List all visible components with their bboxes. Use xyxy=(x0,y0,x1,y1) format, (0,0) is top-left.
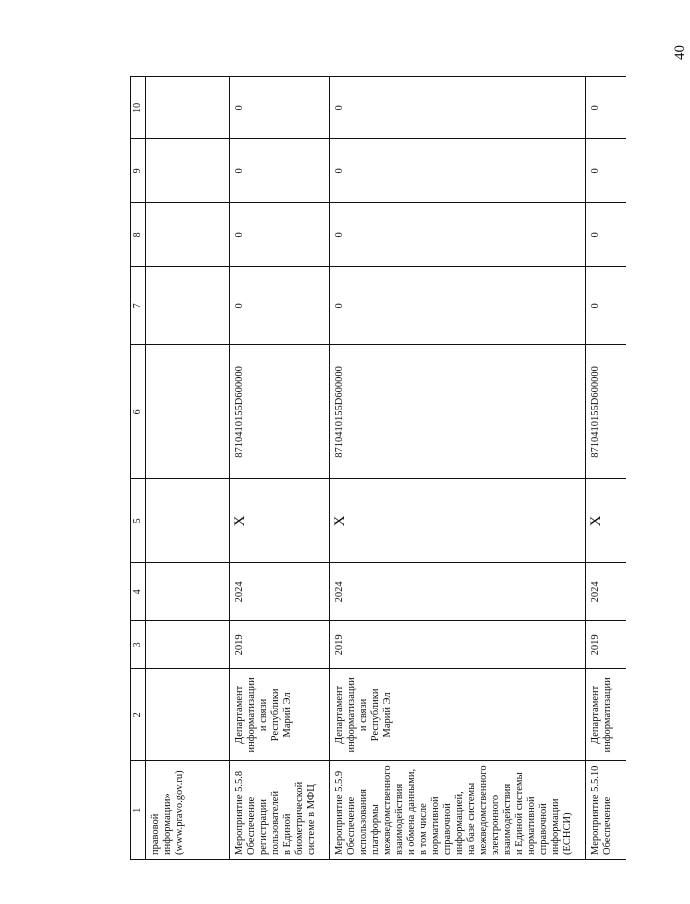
table-row xyxy=(230,77,330,860)
col-header: 7 xyxy=(131,267,146,345)
value-cell: 0 xyxy=(230,203,330,267)
value-cell: 0 xyxy=(230,77,330,139)
code-cell: 8710410155D600000 xyxy=(230,345,330,479)
rotated-page xyxy=(130,45,690,860)
value-cell: 0 xyxy=(230,267,330,345)
page-number: 40 xyxy=(672,45,688,60)
end-year-cell: 2024 xyxy=(586,563,626,621)
col-header: 3 xyxy=(131,621,146,669)
x-cell: Х xyxy=(330,479,586,563)
code-cell: 8710410155D600000 xyxy=(330,345,586,479)
value-cell: 0 xyxy=(330,139,586,203)
value-cell: 0 xyxy=(586,77,626,139)
start-year-cell: 2019 xyxy=(230,621,330,669)
budget-table xyxy=(130,76,626,860)
col-header: 10 xyxy=(131,77,146,139)
col-header: 8 xyxy=(131,203,146,267)
code-cell: 8710410155D600000 xyxy=(586,345,626,479)
value-cell: 0 xyxy=(586,139,626,203)
executor-cell: Департамент информатизации xyxy=(586,669,626,761)
header-row xyxy=(131,77,146,860)
value-cell: 0 xyxy=(586,203,626,267)
continued-measure-text: правовой информации» (www.pravo.gov.ru) xyxy=(146,761,230,860)
col-header: 4 xyxy=(131,563,146,621)
x-cell: Х xyxy=(230,479,330,563)
executor-cell: Департамент информатизации и связи Республики Марий Эл xyxy=(330,669,586,761)
measure-cell: Мероприятие 5.5.9 Обеспечение использования платформы межведомственного взаимодействия и обмена данными, в том числе нормативной справочной информацией, на базе системы межведомственного электронного взаимодействия и Единой системы нормативной справочной информации (ЕСНСИ) xyxy=(330,761,586,860)
value-cell: 0 xyxy=(330,203,586,267)
executor-cell: Департамент информатизации и связи Республики Марий Эл xyxy=(230,669,330,761)
x-cell: Х xyxy=(586,479,626,563)
col-header: 9 xyxy=(131,139,146,203)
value-cell: 0 xyxy=(230,139,330,203)
col-header: 6 xyxy=(131,345,146,479)
measure-cell: Мероприятие 5.5.8 Обеспечение регистрации пользователей в Единой биометрической системе в МФЦ xyxy=(230,761,330,860)
table-row xyxy=(330,77,586,860)
value-cell: 0 xyxy=(586,267,626,345)
value-cell: 0 xyxy=(330,77,586,139)
start-year-cell: 2019 xyxy=(330,621,586,669)
table-row xyxy=(586,77,626,860)
measure-cell: Мероприятие 5.5.10 Обеспечение xyxy=(586,761,626,860)
table-row-continued xyxy=(146,77,230,860)
value-cell: 0 xyxy=(330,267,586,345)
col-header: 5 xyxy=(131,479,146,563)
col-header: 1 xyxy=(131,761,146,860)
end-year-cell: 2024 xyxy=(330,563,586,621)
start-year-cell: 2019 xyxy=(586,621,626,669)
end-year-cell: 2024 xyxy=(230,563,330,621)
col-header: 2 xyxy=(131,669,146,761)
